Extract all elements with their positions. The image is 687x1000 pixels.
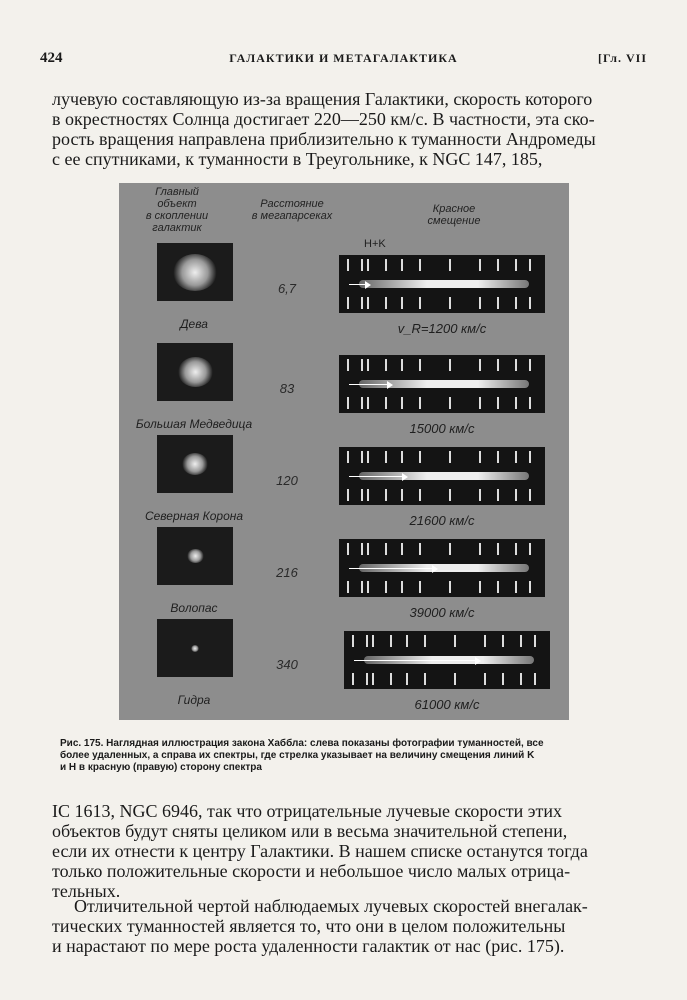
velocity-label: v_R=1200 км/с	[397, 321, 487, 336]
caption-line: Рис. 175. Наглядная иллюстрация закона Хаббла: слева показаны фотографии туманностей, все	[60, 738, 544, 749]
comparison-line	[515, 451, 517, 463]
comparison-line	[479, 297, 481, 309]
comparison-line	[419, 297, 421, 309]
comparison-line	[367, 581, 369, 593]
comparison-line	[361, 297, 363, 309]
comparison-line	[419, 451, 421, 463]
text-line: тельных.	[52, 881, 121, 901]
comparison-line	[419, 543, 421, 555]
comparison-line	[347, 359, 349, 371]
comparison-line	[515, 259, 517, 271]
comparison-line	[366, 635, 368, 647]
galaxy-photo	[157, 435, 233, 493]
comparison-line	[449, 581, 451, 593]
spectrum	[344, 631, 550, 689]
spectrum	[339, 539, 545, 597]
comparison-line	[385, 297, 387, 309]
comparison-line	[367, 397, 369, 409]
header-line: галактик	[152, 222, 202, 234]
comparison-line	[361, 451, 363, 463]
comparison-line	[361, 359, 363, 371]
comparison-line	[347, 489, 349, 501]
figure-caption	[60, 738, 628, 774]
comparison-line	[372, 673, 374, 685]
column-header-distance	[237, 198, 347, 222]
comparison-line	[534, 673, 536, 685]
redshift-arrowhead	[365, 281, 371, 289]
comparison-line	[529, 543, 531, 555]
text-line: и нарастают по мере роста удаленности галактик от нас (рис. 175).	[52, 936, 565, 956]
comparison-line	[419, 359, 421, 371]
comparison-line	[390, 635, 392, 647]
comparison-line	[401, 543, 403, 555]
comparison-line	[367, 297, 369, 309]
comparison-line	[515, 489, 517, 501]
caption-line: более удаленных, а справа их спектры, где стрелка указывает на величину смещения линий K	[60, 750, 535, 761]
distance-value: 83	[279, 381, 295, 396]
comparison-line	[479, 259, 481, 271]
comparison-line	[529, 581, 531, 593]
distance-value: 6,7	[277, 281, 297, 296]
comparison-line	[515, 397, 517, 409]
galaxy-image	[178, 357, 213, 387]
galaxy-photo	[157, 343, 233, 401]
header-line: Расстояние	[260, 198, 324, 210]
comparison-line	[419, 397, 421, 409]
comparison-line	[361, 397, 363, 409]
galaxy-name: Дева	[180, 317, 208, 331]
comparison-line	[385, 359, 387, 371]
comparison-line	[449, 259, 451, 271]
comparison-line	[385, 581, 387, 593]
comparison-line	[449, 297, 451, 309]
text-line: лучевую составляющую из-за вращения Галактики, скорость которого	[52, 89, 593, 109]
galaxy-name: Волопас	[170, 601, 218, 615]
column-header-redshift	[389, 203, 519, 227]
redshift-arrowhead	[402, 473, 408, 481]
comparison-line	[454, 635, 456, 647]
comparison-line	[479, 543, 481, 555]
comparison-line	[529, 451, 531, 463]
comparison-line	[515, 359, 517, 371]
comparison-line	[529, 297, 531, 309]
comparison-line	[497, 359, 499, 371]
redshift-arrow	[354, 660, 479, 661]
comparison-line	[419, 259, 421, 271]
comparison-line	[479, 581, 481, 593]
comparison-line	[361, 581, 363, 593]
comparison-line	[347, 451, 349, 463]
comparison-line	[520, 635, 522, 647]
comparison-line	[367, 451, 369, 463]
running-title: ГАЛАКТИКИ И МЕТАГАЛАКТИКА	[229, 51, 458, 65]
paragraph-3	[52, 896, 628, 956]
comparison-line	[366, 673, 368, 685]
distance-value: 340	[276, 657, 298, 672]
comparison-line	[449, 359, 451, 371]
redshift-arrow	[349, 384, 391, 385]
comparison-line	[534, 635, 536, 647]
comparison-line	[347, 259, 349, 271]
comparison-line	[424, 635, 426, 647]
comparison-line	[406, 673, 408, 685]
galaxy-photo	[157, 243, 233, 301]
comparison-line	[372, 635, 374, 647]
comparison-line	[385, 489, 387, 501]
galaxy-photo	[157, 619, 233, 677]
comparison-line	[401, 259, 403, 271]
hk-label: H+K	[364, 238, 386, 250]
comparison-line	[361, 543, 363, 555]
comparison-line	[497, 259, 499, 271]
comparison-line	[449, 451, 451, 463]
velocity-label: 15000 км/с	[409, 421, 475, 436]
comparison-line	[424, 673, 426, 685]
comparison-line	[497, 543, 499, 555]
galaxy-image	[191, 645, 199, 652]
comparison-line	[497, 581, 499, 593]
comparison-line	[367, 259, 369, 271]
distance-value: 120	[276, 473, 298, 488]
comparison-line	[367, 543, 369, 555]
galaxy-photo	[157, 527, 233, 585]
comparison-line	[401, 581, 403, 593]
comparison-line	[449, 543, 451, 555]
comparison-line	[401, 397, 403, 409]
comparison-line	[367, 489, 369, 501]
comparison-line	[529, 397, 531, 409]
comparison-line	[361, 259, 363, 271]
redshift-arrow	[349, 476, 406, 477]
comparison-line	[401, 451, 403, 463]
comparison-line	[502, 673, 504, 685]
galaxy-name: Большая Медведица	[135, 417, 253, 431]
header-line: Красное	[432, 203, 476, 215]
comparison-line	[515, 581, 517, 593]
text-line: если их отнести к центру Галактики. В нашем списке останутся тогда	[52, 841, 588, 861]
header-line: Главный	[155, 186, 199, 198]
comparison-line	[497, 297, 499, 309]
comparison-line	[390, 673, 392, 685]
galaxy-name: Северная Корона	[144, 509, 244, 523]
comparison-line	[361, 489, 363, 501]
chapter-label: [Гл. VII	[597, 51, 647, 65]
distance-value: 216	[276, 565, 298, 580]
comparison-line	[497, 489, 499, 501]
comparison-line	[449, 397, 451, 409]
comparison-line	[479, 451, 481, 463]
comparison-line	[347, 397, 349, 409]
velocity-label: 21600 км/с	[409, 513, 475, 528]
comparison-line	[347, 543, 349, 555]
comparison-line	[401, 359, 403, 371]
column-header-objects	[137, 186, 217, 234]
comparison-line	[484, 673, 486, 685]
comparison-line	[352, 635, 354, 647]
spectrum	[339, 355, 545, 413]
redshift-arrowhead	[387, 381, 393, 389]
text-line: Отличительной чертой наблюдаемых лучевых скоростей внегалак-	[74, 896, 588, 916]
page-number: 424	[40, 50, 63, 66]
galaxy-spectrum-band	[359, 280, 529, 288]
text-line: с ее спутниками, к туманности в Треугольнике, к NGC 147, 185,	[52, 149, 543, 169]
header-line: в мегапарсеках	[251, 210, 333, 222]
comparison-line	[479, 489, 481, 501]
comparison-line	[401, 297, 403, 309]
galaxy-image	[173, 254, 217, 291]
galaxy-image	[182, 453, 208, 475]
comparison-line	[529, 489, 531, 501]
hubble-figure	[119, 183, 569, 720]
spectrum	[339, 255, 545, 313]
comparison-line	[419, 581, 421, 593]
comparison-line	[454, 673, 456, 685]
comparison-line	[502, 635, 504, 647]
velocity-label: 61000 км/с	[414, 697, 480, 712]
spectrum	[339, 447, 545, 505]
comparison-line	[529, 359, 531, 371]
comparison-line	[406, 635, 408, 647]
comparison-line	[347, 297, 349, 309]
text-line: рость вращения направлена приблизительно к туманности Андромеды	[52, 129, 596, 149]
redshift-arrowhead	[432, 565, 438, 573]
redshift-arrowhead	[475, 657, 481, 665]
comparison-line	[497, 451, 499, 463]
comparison-line	[385, 451, 387, 463]
comparison-line	[479, 397, 481, 409]
comparison-line	[367, 359, 369, 371]
comparison-line	[419, 489, 421, 501]
paragraph-1	[52, 89, 628, 169]
comparison-line	[347, 581, 349, 593]
text-line: только положительные скорости и небольшое число малых отрица-	[52, 861, 571, 881]
text-line: объектов будут сняты целиком или в весьма значительной степени,	[52, 821, 568, 841]
comparison-line	[401, 489, 403, 501]
header-line: объект	[157, 198, 197, 210]
comparison-line	[449, 489, 451, 501]
comparison-line	[385, 543, 387, 555]
comparison-line	[385, 397, 387, 409]
comparison-line	[497, 397, 499, 409]
velocity-label: 39000 км/с	[409, 605, 475, 620]
comparison-line	[515, 543, 517, 555]
header-line: в скоплении	[145, 210, 209, 222]
running-header	[40, 50, 647, 72]
comparison-line	[352, 673, 354, 685]
galaxy-name: Гидра	[177, 693, 211, 707]
text-line: в окрестностях Солнца достигает 220—250 км/с. В частности, эта ско-	[52, 109, 595, 129]
text-line: тических туманностей является то, что они в целом положительны	[52, 916, 566, 936]
comparison-line	[520, 673, 522, 685]
caption-line: и H в красную (правую) сторону спектра	[60, 762, 262, 773]
header-line: смещение	[427, 215, 481, 227]
text-line: IC 1613, NGC 6946, так что отрицательные лучевые скорости этих	[52, 801, 562, 821]
comparison-line	[479, 359, 481, 371]
redshift-arrow	[349, 568, 436, 569]
galaxy-image	[187, 549, 204, 563]
comparison-line	[484, 635, 486, 647]
comparison-line	[529, 259, 531, 271]
comparison-line	[515, 297, 517, 309]
comparison-line	[385, 259, 387, 271]
paragraph-2	[52, 801, 628, 901]
